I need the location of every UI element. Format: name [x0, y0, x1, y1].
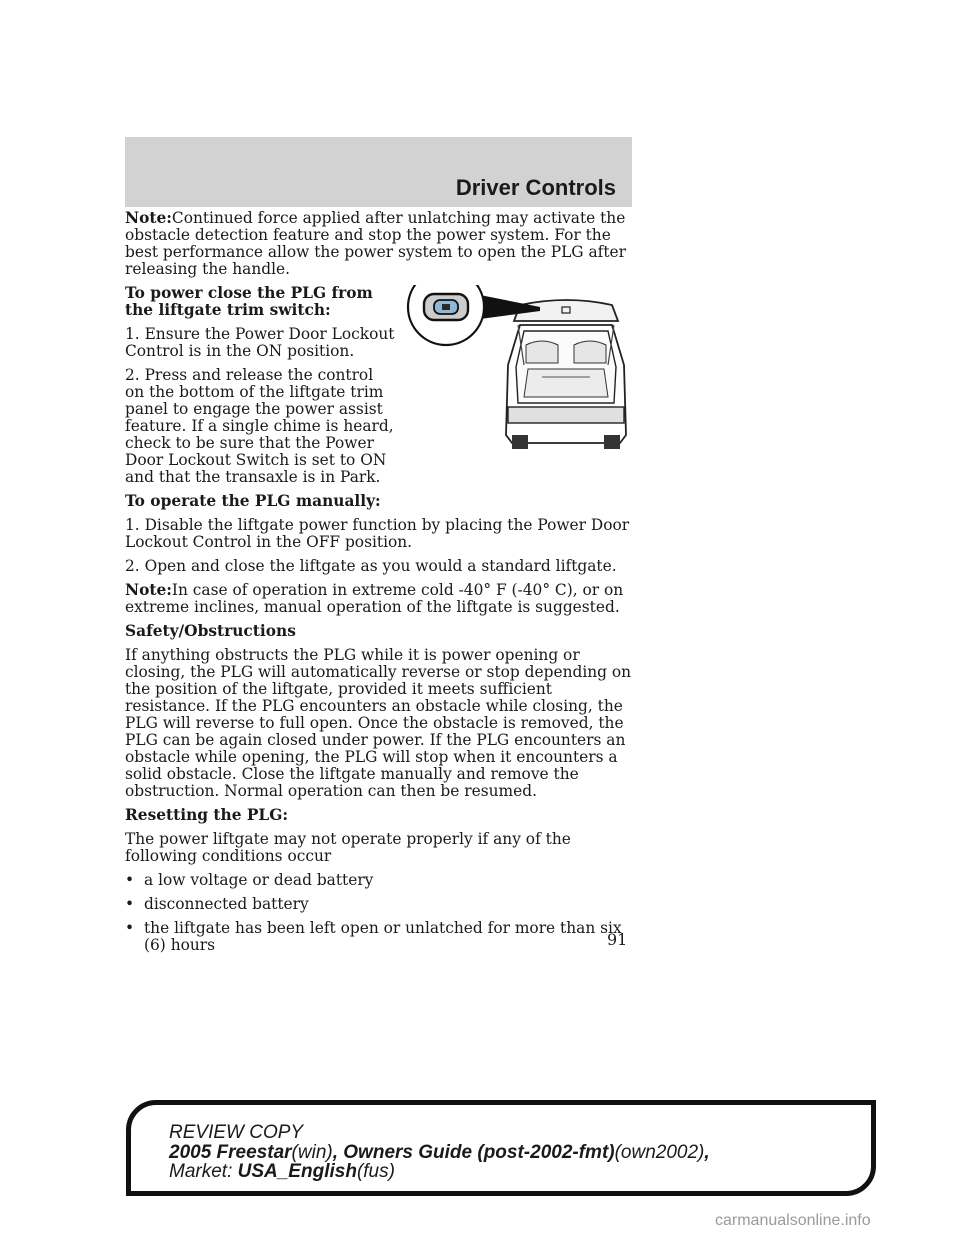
close-step-1: 1. Ensure the Power Door Lockout Control is in the ON position. [125, 325, 395, 360]
bullet-icon: • [125, 919, 135, 937]
manual-step-1: 1. Disable the liftgate power function by placing the Power Door Lockout Control in the OFF position. [125, 516, 630, 551]
note-label: Note: [125, 581, 172, 599]
watermark: carmanualsonline.info [715, 1212, 871, 1229]
close-step-2: 2. Press and release the control on the bottom of the liftgate trim panel to engage the power assist feature. If a single chime is heard, check to be sure that the Power Door Lockout Switch is set to ON and that the transaxle is in Park. [125, 366, 394, 486]
list-item [125, 872, 635, 889]
review-copy-label: REVIEW COPY [169, 1122, 304, 1143]
reset-heading: Resetting the PLG: [125, 806, 289, 824]
bullet-icon: • [125, 895, 135, 913]
header-band [125, 137, 632, 207]
list-item [125, 896, 635, 913]
liftgate-illustration [402, 285, 635, 460]
close-heading: To power close the PLG from the liftgate trim switch: [125, 285, 373, 319]
review-copy-box [126, 1100, 876, 1196]
manual-step-2: 2. Open and close the liftgate as you would a standard liftgate. [125, 557, 617, 575]
section-title: Driver Controls [455, 175, 616, 200]
bullet-text: the liftgate has been left open or unlatched for more than six (6) hours [144, 919, 622, 954]
bullet-text: a low voltage or dead battery [144, 871, 374, 889]
minivan-rear-liftgate-icon [402, 285, 635, 460]
page-content [125, 210, 635, 961]
page-number: 91 [607, 930, 628, 949]
close-section [125, 285, 635, 493]
manual-heading: To operate the PLG manually: [125, 492, 381, 510]
bullet-icon: • [125, 871, 135, 889]
note-text: In case of operation in extreme cold -40° F (-40° C), or on extreme inclines, manual operation of the liftgate is suggested. [125, 581, 624, 616]
reset-intro: The power liftgate may not operate properly if any of the following conditions occur [125, 830, 571, 865]
safety-heading: Safety/Obstructions [125, 622, 296, 640]
bullet-text: disconnected battery [144, 895, 309, 913]
note-paragraph-1 [125, 210, 635, 278]
note-text: Continued force applied after unlatching may activate the obstacle detection feature and stop the power system. For the best performance allow the power system to open the PLG after releasing the handle. [125, 209, 626, 278]
document-info-line: 2005 Freestar(win), Owners Guide (post-2002-fmt)(own2002), [169, 1142, 710, 1163]
note-label: Note: [125, 209, 172, 227]
note-paragraph-2 [125, 582, 635, 616]
list-item [125, 920, 635, 954]
market-line: Market: USA_English(fus) [169, 1161, 395, 1182]
safety-text: If anything obstructs the PLG while it is power opening or closing, the PLG will automatically reverse or stop depending on the position of the liftgate, provided it meets sufficient resistance. If the PLG encounters an obstacle while closing, the PLG will reverse to full open. Once the obstacle is removed, the PLG can be again closed under power. If the PLG encounters an obstacle while opening, the PLG will stop when it encounters a solid obstacle. Close the liftgate manually and remove the obstruction. Normal operation can then be resumed. [125, 646, 632, 800]
